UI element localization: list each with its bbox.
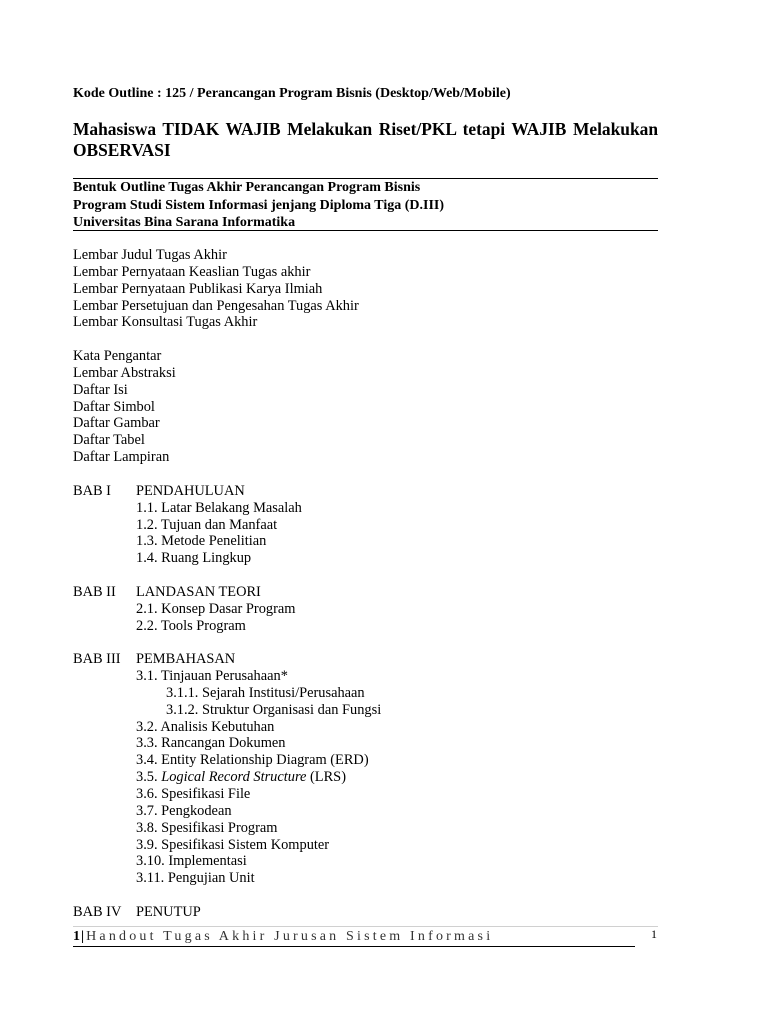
bab-number: BAB III (73, 651, 121, 668)
bab-2-item: 2.1. Konsep Dasar Program (136, 600, 296, 617)
bab-1-item: 1.2. Tujuan dan Manfaat (136, 516, 278, 533)
lrs-number: 3.5. (136, 769, 162, 786)
bab-number: BAB II (73, 583, 116, 600)
bab-3-item: 3.6. Spesifikasi File (136, 786, 251, 802)
bab-2-heading (73, 584, 381, 601)
bab-3-item: 3.1. Tinjauan Perusahaan* (136, 668, 288, 685)
page-number: 1 (651, 927, 657, 941)
footer-underline (73, 946, 635, 947)
front-item: Daftar Isi (73, 381, 128, 398)
front-item: Daftar Gambar (73, 415, 160, 432)
lrs-abbrev: (LRS) (306, 769, 346, 786)
bab-3-item: 3.11. Pengujian Unit (136, 870, 255, 887)
notice-text: Mahasiswa TIDAK WAJIB Melakukan Riset/PKL tetapi WAJIB Melakukan OBSERVASI (73, 119, 658, 160)
lembar-item: Lembar Persetujuan dan Pengesahan Tugas Akhir (73, 297, 359, 314)
footer-title: Handout Tugas Akhir Jurusan Sistem Informasi (86, 929, 494, 944)
front-item: Kata Pengantar (73, 348, 162, 365)
lembar-item: Lembar Konsultasi Tugas Akhir (73, 314, 258, 331)
heading-bottom-rule (73, 230, 658, 231)
bab-3-item: 3.3. Rancangan Dokumen (136, 735, 286, 752)
bab-4-heading (73, 904, 381, 921)
footer (73, 929, 493, 945)
footer-top-rule (73, 926, 658, 927)
lembar-item: Lembar Pernyataan Publikasi Karya Ilmiah (73, 280, 323, 297)
front-item: Daftar Lampiran (73, 449, 170, 466)
front-item: Lembar Abstraksi (73, 364, 176, 381)
outline-body (73, 247, 381, 921)
heading-line-3: Universitas Bina Sarana Informatika (73, 215, 296, 230)
bab-3-item: 3.8. Spesifikasi Program (136, 819, 278, 836)
bab-3-heading (73, 651, 381, 668)
front-item: Daftar Simbol (73, 398, 155, 415)
heading-line-2: Program Studi Sistem Informasi jenjang Diploma Tiga (D.III) (73, 197, 445, 213)
bab-title: PENDAHULUAN (136, 482, 245, 499)
bab-3-subitem: 3.1.1. Sejarah Institusi/Perusahaan (166, 684, 365, 701)
bab-3-item: 3.10. Implementasi (136, 853, 247, 870)
bab-title: LANDASAN TEORI (136, 583, 261, 600)
bab-title: PEMBAHASAN (136, 651, 236, 668)
lembar-item: Lembar Pernyataan Keaslian Tugas akhir (73, 263, 311, 280)
front-item: Daftar Tabel (73, 432, 145, 449)
bab-1-item: 1.1. Latar Belakang Masalah (136, 499, 302, 516)
bab-1-heading (73, 483, 381, 500)
kode-outline: Kode Outline : 125 / Perancangan Program Bisnis (Desktop/Web/Mobile) (73, 86, 511, 101)
bab-number: BAB IV (73, 903, 122, 920)
lembar-item: Lembar Judul Tugas Akhir (73, 247, 227, 263)
bab-3-item: 3.4. Entity Relationship Diagram (ERD) (136, 752, 369, 769)
bab-3-item: 3.2. Analisis Kebutuhan (136, 718, 275, 735)
bab-3-item: 3.9. Spesifikasi Sistem Komputer (136, 836, 330, 853)
footer-page: 1 (73, 929, 80, 944)
footer-separator: | (81, 929, 85, 944)
bab-1-item: 1.4. Ruang Lingkup (136, 550, 252, 567)
bab-title: PENUTUP (136, 903, 201, 920)
lrs-italic-text: Logical Record Structure (161, 769, 307, 786)
bab-2-item: 2.2. Tools Program (136, 617, 246, 634)
bab-3-subitem: 3.1.2. Struktur Organisasi dan Fungsi (166, 701, 382, 718)
bab-number: BAB I (73, 482, 111, 499)
bab-3-item-lrs (73, 769, 381, 786)
heading-line-1: Bentuk Outline Tugas Akhir Perancangan Program Bisnis (73, 180, 421, 195)
outline-heading (73, 179, 444, 232)
bab-3-item: 3.7. Pengkodean (136, 802, 232, 819)
bab-1-item: 1.3. Metode Penelitian (136, 533, 267, 550)
